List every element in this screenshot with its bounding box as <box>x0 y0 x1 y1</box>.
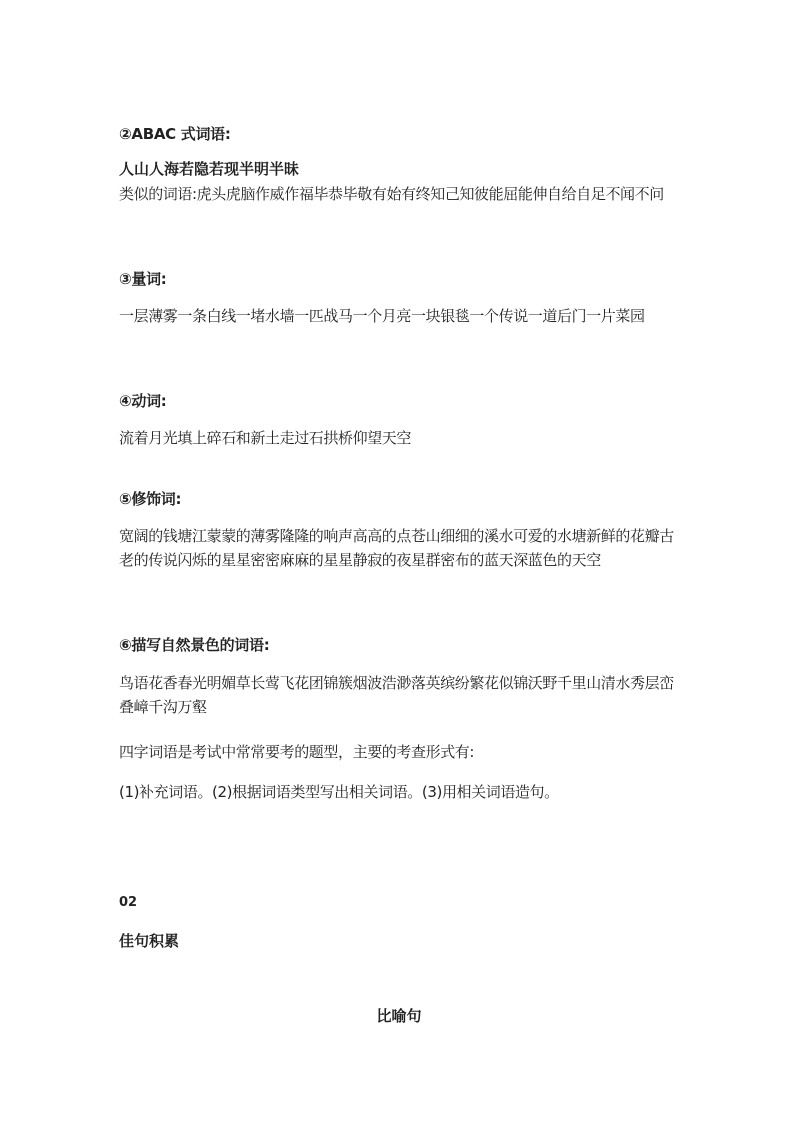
verbs-heading: ④动词: <box>119 392 167 410</box>
verbs-text: 流着月光填上碎石和新土走过石拱桥仰望天空 <box>119 429 412 447</box>
modifiers-text: 宽阔的钱塘江蒙蒙的薄雾隆隆的响声高高的点苍山细细的溪水可爱的水塘新鲜的花瓣古老的传说闪烁的星星密密麻麻的星星静寂的夜星群密布的蓝天深蓝色的天空 <box>119 527 674 569</box>
abac-similar-words: 类似的词语:虎头虎脑作威作福毕恭毕敬有始有终知己知彼能屈能伸自给自足不闻不问 <box>119 185 664 203</box>
summary-forms: (1)补充词语。(2)根据词语类型写出相关词语。(3)用相关词语造句。 <box>119 783 559 801</box>
part-title: 佳句积累 <box>119 932 180 950</box>
summary-intro: 四字词语是考试中常常要考的题型，主要的考查形式有: <box>119 743 475 761</box>
measure-words-heading: ③量词: <box>119 270 167 288</box>
nature-words-heading: ⑥描写自然景色的词语: <box>119 636 270 654</box>
measure-words-text: 一层薄雾一条白线一堵水墙一匹战马一个月亮一块银毯一个传说一道后门一片菜园 <box>119 307 645 325</box>
abac-heading: ②ABAC 式词语: <box>119 125 231 143</box>
section-subtitle: 比喻句 <box>376 1007 422 1025</box>
part-number: 02 <box>119 895 138 910</box>
nature-words-text: 鸟语花香春光明媚草长莺飞花团锦簇烟波浩渺落英缤纷繁花似锦沃野千里山清水秀层峦叠嶂千沟万壑 <box>119 674 674 716</box>
abac-examples: 人山人海若隐若现半明半昧 <box>119 160 300 178</box>
modifiers-heading: ⑤修饰词: <box>119 490 182 508</box>
